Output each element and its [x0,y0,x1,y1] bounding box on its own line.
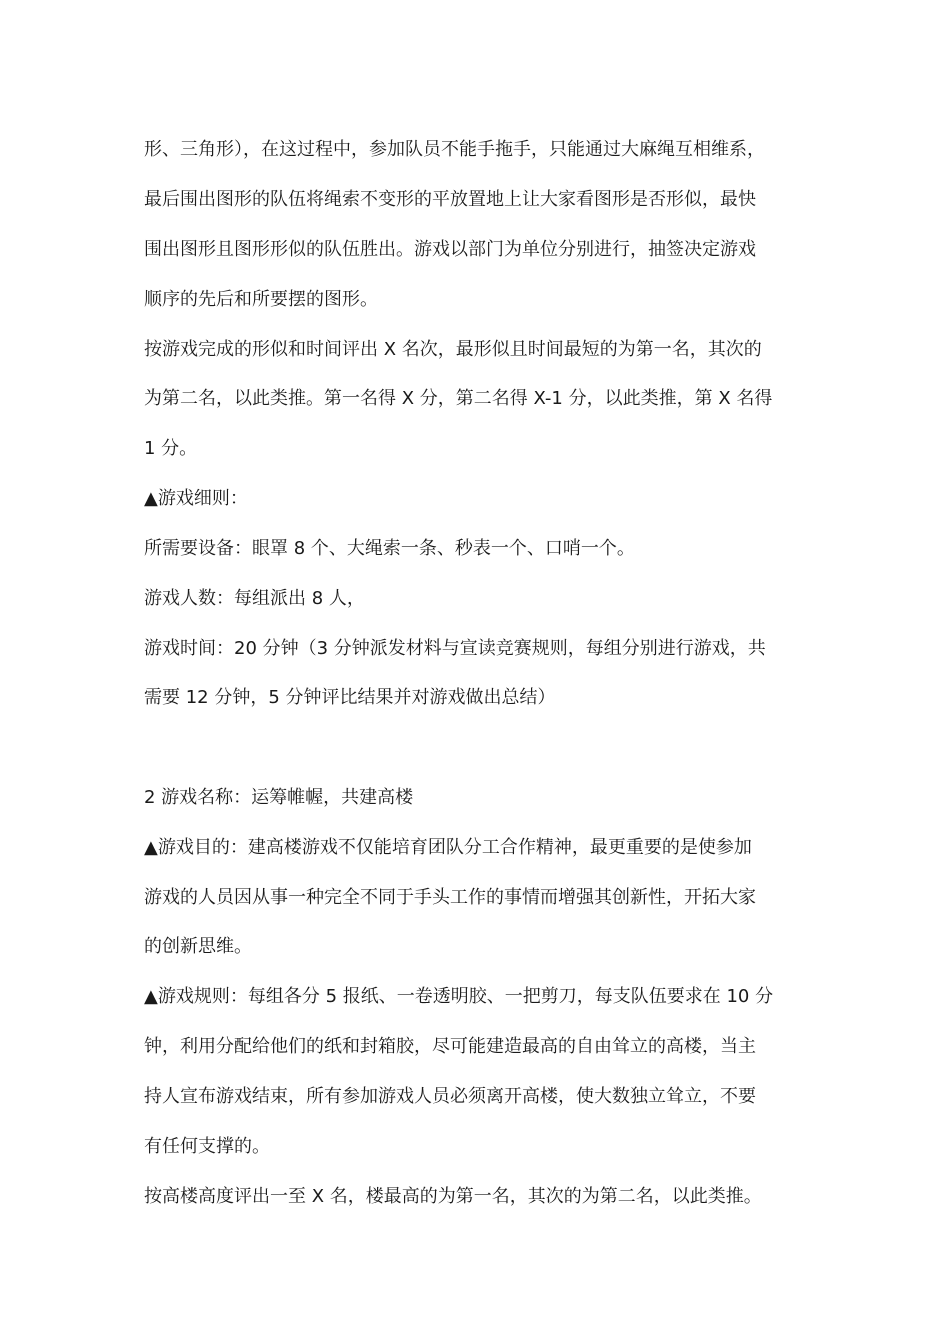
text-line-equipment: 所需要设备：眼罩 8 个、大绳索一条、秒表一个、口哨一个。 [144,538,635,559]
text-line-game-rules-cont-3: 有任何支撑的。 [144,1136,270,1157]
text-line-game-rules-cont-1: 钟，利用分配给他们的纸和封箱胶，尽可能建造最高的自由耸立的高楼，当主 [144,1036,756,1057]
text-line-1: 形、三角形），在这过程中，参加队员不能手拖手，只能通过大麻绳互相维系， [144,139,765,160]
section-heading-rules: ▲游戏细则： [144,488,248,509]
text-line-time-cont: 需要 12 分钟，5 分钟评比结果并对游戏做出总结） [144,687,556,708]
text-line-game-rules-cont-2: 持人宣布游戏结束，所有参加游戏人员必须离开高楼，使大数独立耸立，不要 [144,1086,756,1107]
text-line-purpose-cont-1: 游戏的人员因从事一种完全不同于手头工作的事情而增强其创新性，开拓大家 [144,887,756,908]
text-line-scoring: 按高楼高度评出一至 X 名，楼最高的为第一名，其次的为第二名，以此类推。 [144,1186,762,1207]
text-line-time: 游戏时间：20 分钟（3 分钟派发材料与宣读竞赛规则，每组分别进行游戏，共 [144,638,766,659]
text-line-6: 为第二名，以此类推。第一名得 X 分，第二名得 X-1 分，以此类推，第 X 名得 [144,388,773,409]
text-line-players: 游戏人数：每组派出 8 人， [144,588,365,609]
text-line-5: 按游戏完成的形似和时间评出 X 名次，最形似且时间最短的为第一名，其次的 [144,339,762,360]
text-line-game-rules: ▲游戏规则：每组各分 5 报纸、一卷透明胶、一把剪刀，每支队伍要求在 10 分 [144,986,774,1007]
text-line-7: 1 分。 [144,438,198,459]
text-line-2: 最后围出图形的队伍将绳索不变形的平放置地上让大家看图形是否形似，最快 [144,189,756,210]
section-heading-game-2: 2 游戏名称：运筹帷幄，共建高楼 [144,787,414,808]
text-line-4: 顺序的先后和所要摆的图形。 [144,289,378,310]
text-line-purpose: ▲游戏目的：建高楼游戏不仅能培育团队分工合作精神，最更重要的是使参加 [144,837,752,858]
text-line-purpose-cont-2: 的创新思维。 [144,936,252,957]
text-line-3: 围出图形且图形形似的队伍胜出。游戏以部门为单位分别进行，抽签决定游戏 [144,239,756,260]
